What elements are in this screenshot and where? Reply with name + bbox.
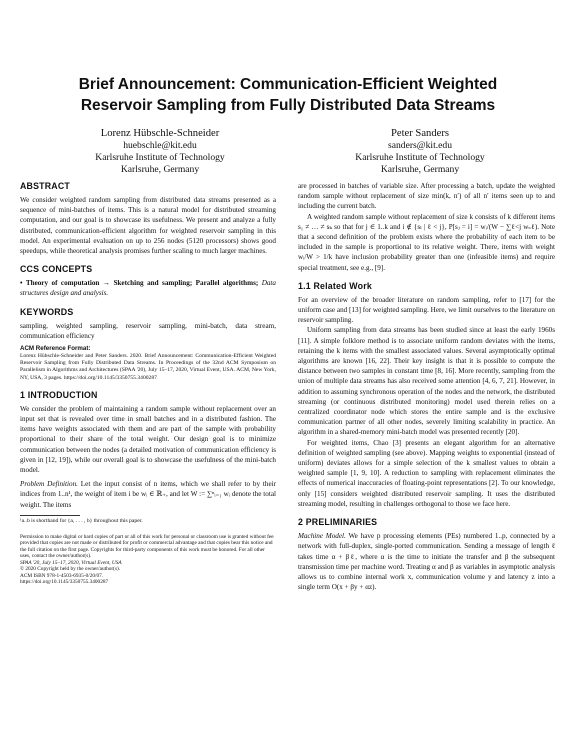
keywords-heading: KEYWORDS <box>20 306 74 317</box>
problem-definition-label: Problem Definition. <box>20 480 78 489</box>
machine-model <box>298 531 555 592</box>
abstract-text: We consider weighted random sampling from distributed data streams presented as a sequence of mini-batches of items. This is a natural model for distributed streaming computation, and our goal is to showcase its usefulness. We present and analyze a fully distributed, communication-efficient algorithm for weighted reservoir sampling in this model. An experimental evaluation on up to 256 nodes (5120 processors) shows good speedups, while theoretical analysis promises further scaling to much larger machines. <box>20 196 276 256</box>
acm-reference-heading: ACM Reference Format: <box>20 345 91 353</box>
author-name: Peter Sanders <box>391 128 449 139</box>
ccs-heading: CCS CONCEPTS <box>20 264 93 275</box>
machine-model-text: We have p processing elements (PEs) numbered 1..p, connected by a network with full-duplex, single-ported communication. Sending a message of length ℓ takes time α + βℓ, where α is the time to initiate the transfer and β the subsequent transmission time per machine word. Treating α and β as variables in asymptotic analysis allows us to combine internal work x, communication volume y and latency z into a single term O(x + βy + αz). <box>298 532 555 592</box>
related-work-p3: For weighted items, Chao [3] presents an elegant algorithm for an alternative definition of weighted sampling (see above). Mapping weights to exponential (instead of uniform) deviates allows for a simple selection of the k smallest values to obtain a weighted sample [1, 9, 10]. A reduction to sampling with replacement eliminates the effects of numerical inaccuracies of floating-point representations [2]. To our knowledge, only [15] considers weighted distributed reservoir sampling. It uses the distributed streaming model, resulting in challenges orthogonal to those we face here. <box>298 438 555 508</box>
right-paragraph-1: are processed in batches of variable size. After processing a batch, update the weighted random sample without replacement of size min(k, n′) of all n′ items seen up to and including the current batch. <box>298 182 555 211</box>
ccs-text <box>20 278 276 298</box>
author-block-2 <box>300 127 540 177</box>
problem-definition-text: Let the input consist of n items, which we shall refer to by their indices from 1..n¹, the weight of item i be wᵢ ∈ ℝ₊, and let W := ∑ⁿᵢ₌₁ wᵢ denote the total weight. The items <box>20 480 276 509</box>
footnote: ¹a..b is shorthand for {a, . . . , b} throughout this paper. <box>20 517 143 524</box>
acm-reference-text: Lorenz Hübschle-Schneider and Peter Sanders. 2020. Brief Announcement: Communication-Efficient Weighted Reservoir Sampling from Fully Distributed Data Streams. In Proceedings of the 32nd ACM Symposium on Parallelism in Algorithms and Architectures (SPAA '20), July 15–17, 2020, Virtual Event, USA. ACM, New York, NY, USA, 3 pages. https://doi.org/10.1145/3350755.3400287 <box>20 353 276 381</box>
related-work-p1: For an overview of the broader literature on random sampling, refer to [17] for the uniform case and [13] for weighted sampling. Here, we limit ourselves to the literature on reservoir sampling. <box>298 295 555 325</box>
right-column <box>298 181 555 592</box>
left-column <box>20 181 276 585</box>
author-location: Karlsruhe, Germany <box>380 164 460 176</box>
author-email[interactable]: huebschle@kit.edu <box>123 140 197 151</box>
author-block-1 <box>40 127 280 177</box>
doi-link[interactable]: https://doi.org/10.1145/3350755.3400287 <box>20 578 109 585</box>
title-line-2: Reservoir Sampling from Fully Distributed Data Streams <box>80 97 496 114</box>
footnote-rule <box>20 515 80 516</box>
author-affiliation: Karlsruhe Institute of Technology <box>95 152 225 164</box>
title-line-1: Brief Announcement: Communication-Efficient Weighted <box>78 76 498 93</box>
ccs-text-bold: • Theory of computation → Sketching and sampling; Parallel algorithms; <box>20 279 259 288</box>
ccs-text-italic: Data structures design and analysis. <box>20 279 276 298</box>
related-work-heading: 1.1 Related Work <box>298 280 372 291</box>
isbn-line: ACM ISBN 978-1-4503-6935-0/20/07. <box>20 572 104 579</box>
author-email[interactable]: sanders@kit.edu <box>388 140 452 151</box>
conference-line: SPAA '20, July 15–17, 2020, Virtual Event, USA <box>20 559 122 566</box>
abstract-heading: ABSTRACT <box>20 181 70 191</box>
machine-model-label: Machine Model. <box>298 532 346 541</box>
right-paragraph-2: A weighted random sample without replacement of size k consists of k different items s₁ ≠ … ≠ sₖ so that for j ∈ 1..k and i ∉ {sₗ | ℓ < j}, P[sⱼ = i] = wᵢ/(W − ∑ℓ<j wₛℓ). Note that a second definition of the problem exists where the probability of each item to be included in the sample is proportional to its relative weight. There, items with weight wᵢ/W > 1/k have inclusion probability greater than one (infeasible items) and require special treatment, see e.g., [9]. <box>298 212 555 272</box>
problem-definition <box>20 479 276 510</box>
paper-title <box>40 74 536 116</box>
permission-block <box>20 534 276 585</box>
copyright-line: © 2020 Copyright held by the owner/author(s). <box>20 566 121 573</box>
keywords-text: sampling, weighted sampling, reservoir sampling, mini-batch, data stream, communication efficiency <box>20 321 276 340</box>
author-location: Karlsruhe, Germany <box>120 164 200 176</box>
author-name: Lorenz Hübschle-Schneider <box>100 128 220 139</box>
author-affiliation: Karlsruhe Institute of Technology <box>355 152 485 164</box>
introduction-heading: 1 INTRODUCTION <box>20 389 98 400</box>
introduction-text: We consider the problem of maintaining a random sample without replacement over an input set that is revealed over time in small batches and in a distributed fashion. The items have weights associated with them and are part of the sample with probability proportional to their share of the total weight. Our design goal is to minimize communication between the nodes (a detailed motivation of communication efficiency is given in [12, 19]), while our overall goal is to showcase the usefulness of the mini-batch model. <box>20 404 276 475</box>
permission-text: Permission to make digital or hard copies of part or all of this work for personal or classroom use is granted without fee provided that copies are not made or distributed for profit or commercial advantage and that copies bear this notice and the full citation on the first page. Copyrights for third-party components of this work must be honored. For all other uses, contact the owner/author(s). <box>20 534 274 560</box>
related-work-p2: Uniform sampling from data streams has been studied since at least the early 1960s [11]. A simple folklore method is to associate uniform random deviates with the items, retaining the k items with the smallest associated values. Several asymptotically optimal algorithms are known [16, 22]. Their key insight is that it is possible to compute the distance between two samples in constant time [8, 16]. More recently, sampling from the union of multiple data streams has also received some attention [4, 6, 7, 21]. However, in addition to assuming synchronous operation of the nodes and the network, the distributed streaming (or continuous distributed monitoring) model used therein relies on a centralized coordinator node which stores the entire sample and is the exclusive communication partner of all other nodes, severely limiting scalability in practice. An algorithm in a shared-memory mini-batch model was presented recently [20]. <box>298 326 555 437</box>
preliminaries-heading: 2 PRELIMINARIES <box>298 517 378 528</box>
